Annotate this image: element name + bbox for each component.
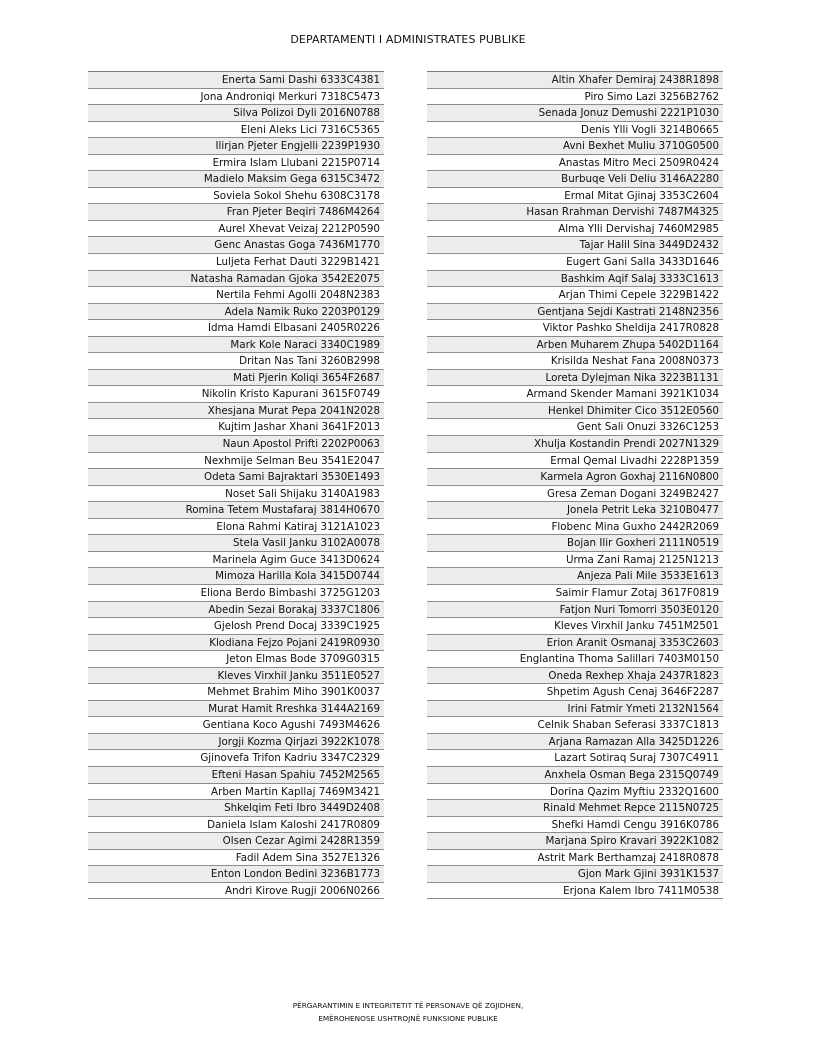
list-item: Piro Simo Lazi 3256B2762 [427,89,723,106]
list-item: Enerta Sami Dashi 6333C4381 [88,72,384,89]
list-item: Burbuqe Veli Deliu 3146A2280 [427,171,723,188]
list-item: Jorgji Kozma Qirjazi 3922K1078 [88,734,384,751]
list-item: Henkel Dhimiter Cico 3512E0560 [427,403,723,420]
list-item: Kleves Virxhil Janku 7451M2501 [427,618,723,635]
list-item: Gresa Zeman Dogani 3249B2427 [427,486,723,503]
list-item: Arjana Ramazan Alla 3425D1226 [427,734,723,751]
footer-line-1: PËRGARANTIMIN E INTEGRITETIT TË PERSONAVE QË ZGJIDHEN, [292,1001,524,1010]
list-item: Irini Fatmir Ymeti 2132N1564 [427,701,723,718]
list-item: Silva Polizoi Dyli 2016N0788 [88,105,384,122]
list-item: Tajar Halil Sina 3449D2432 [427,237,723,254]
list-item: Idma Hamdi Elbasani 2405R0226 [88,320,384,337]
list-item: Bojan Ilir Goxheri 2111N0519 [427,535,723,552]
list-item: Daniela Islam Kaloshi 2417R0809 [88,817,384,834]
list-item: Gjelosh Prend Docaj 3339C1925 [88,618,384,635]
list-item: Saimir Flamur Zotaj 3617F0819 [427,585,723,602]
list-item: Bashkim Aqif Salaj 3333C1613 [427,271,723,288]
list-item: Lazart Sotiraq Suraj 7307C4911 [427,750,723,767]
list-item: Olsen Cezar Agimi 2428R1359 [88,833,384,850]
list-item: Anastas Mitro Meci 2509R0424 [427,155,723,172]
list-item: Enton London Bedini 3236B1773 [88,866,384,883]
list-item: Fran Pjeter Beqiri 7486M4264 [88,204,384,221]
list-item: Celnik Shaban Seferasi 3337C1813 [427,717,723,734]
list-item: Armand Skender Mamani 3921K1034 [427,386,723,403]
list-item: Adela Namik Ruko 2203P0129 [88,304,384,321]
list-item: Fatjon Nuri Tomorri 3503E0120 [427,602,723,619]
list-item: Naun Apostol Prifti 2202P0063 [88,436,384,453]
list-item: Erjona Kalem Ibro 7411M0538 [427,883,723,900]
list-item: Mark Kole Naraci 3340C1989 [88,337,384,354]
list-item: Arjan Thimi Cepele 3229B1422 [427,287,723,304]
list-item: Jeton Elmas Bode 3709G0315 [88,651,384,668]
list-item: Ermal Mitat Gjinaj 3353C2604 [427,188,723,205]
list-item: Eliona Berdo Bimbashi 3725G1203 [88,585,384,602]
page-footer [0,999,816,1025]
list-item: Erion Aranit Osmanaj 3353C2603 [427,635,723,652]
list-item: Senada Jonuz Demushi 2221P1030 [427,105,723,122]
list-item: Natasha Ramadan Gjoka 3542E2075 [88,271,384,288]
list-item: Madielo Maksim Gega 6315C3472 [88,171,384,188]
list-item: Romina Tetem Mustafaraj 3814H0670 [88,502,384,519]
list-item: Jona Androniqi Merkuri 7318C5473 [88,89,384,106]
list-item: Elona Rahmi Katiraj 3121A1023 [88,519,384,536]
list-item: Mati Pjerin Koliqi 3654F2687 [88,370,384,387]
list-item: Shkelqim Feti Ibro 3449D2408 [88,800,384,817]
list-item: Flobenc Mina Guxho 2442R2069 [427,519,723,536]
list-item: Nertila Fehmi Agolli 2048N2383 [88,287,384,304]
list-item: Klodiana Fejzo Pojani 2419R0930 [88,635,384,652]
list-item: Englantina Thoma Salillari 7403M0150 [427,651,723,668]
list-item: Denis Ylli Vogli 3214B0665 [427,122,723,139]
page-title: DEPARTAMENTI I ADMINISTRATES PUBLIKE [290,33,526,46]
list-item: Shpetim Agush Cenaj 3646F2287 [427,684,723,701]
list-item: Marjana Spiro Kravari 3922K1082 [427,833,723,850]
list-item: Anxhela Osman Bega 2315Q0749 [427,767,723,784]
list-item: Fadil Adem Sina 3527E1326 [88,850,384,867]
list-item: Oneda Rexhep Xhaja 2437R1823 [427,668,723,685]
list-item: Murat Hamit Rreshka 3144A2169 [88,701,384,718]
right-name-list [427,71,723,899]
list-item: Ermira Islam Llubani 2215P0714 [88,155,384,172]
list-item: Gjinovefa Trifon Kadriu 3347C2329 [88,750,384,767]
left-name-list [88,71,384,899]
list-item: Gent Sali Onuzi 3326C1253 [427,419,723,436]
list-item: Kleves Virxhil Janku 3511E0527 [88,668,384,685]
list-item: Eleni Aleks Lici 7316C5365 [88,122,384,139]
list-item: Mimoza Harilla Kola 3415D0744 [88,568,384,585]
list-item: Eugert Gani Salla 3433D1646 [427,254,723,271]
list-item: Genc Anastas Goga 7436M1770 [88,237,384,254]
list-item: Viktor Pashko Sheldija 2417R0828 [427,320,723,337]
list-item: Alma Ylli Dervishaj 7460M2985 [427,221,723,238]
list-item: Soviela Sokol Shehu 6308C3178 [88,188,384,205]
list-item: Ilirjan Pjeter Engjelli 2239P1930 [88,138,384,155]
list-item: Rinald Mehmet Repce 2115N0725 [427,800,723,817]
list-item: Jonela Petrit Leka 3210B0477 [427,502,723,519]
list-item: Xhulja Kostandin Prendi 2027N1329 [427,436,723,453]
list-item: Ermal Qemal Livadhi 2228P1359 [427,453,723,470]
list-item: Gjon Mark Gjini 3931K1537 [427,866,723,883]
list-item: Xhesjana Murat Pepa 2041N2028 [88,403,384,420]
footer-line-2: EMËROHENOSE USHTROJNË FUNKSIONE PUBLIKE [318,1014,498,1023]
list-item: Gentiana Koco Agushi 7493M4626 [88,717,384,734]
list-item: Arben Martin Kapllaj 7469M3421 [88,784,384,801]
list-item: Gentjana Sejdi Kastrati 2148N2356 [427,304,723,321]
list-item: Noset Sali Shijaku 3140A1983 [88,486,384,503]
list-item: Anjeza Pali Mile 3533E1613 [427,568,723,585]
list-item: Kujtim Jashar Xhani 3641F2013 [88,419,384,436]
list-item: Nexhmije Selman Beu 3541E2047 [88,453,384,470]
list-item: Karmela Agron Goxhaj 2116N0800 [427,469,723,486]
list-item: Odeta Sami Bajraktari 3530E1493 [88,469,384,486]
list-item: Luljeta Ferhat Dauti 3229B1421 [88,254,384,271]
list-item: Aurel Xhevat Veizaj 2212P0590 [88,221,384,238]
list-item: Loreta Dylejman Nika 3223B1131 [427,370,723,387]
list-item: Urma Zani Ramaj 2125N1213 [427,552,723,569]
list-item: Mehmet Brahim Miho 3901K0037 [88,684,384,701]
list-item: Shefki Hamdi Cengu 3916K0786 [427,817,723,834]
list-item: Krisilda Neshat Fana 2008N0373 [427,353,723,370]
list-item: Arben Muharem Zhupa 5402D1164 [427,337,723,354]
list-item: Efteni Hasan Spahiu 7452M2565 [88,767,384,784]
list-item: Avni Bexhet Muliu 3710G0500 [427,138,723,155]
list-item: Dorina Qazim Myftiu 2332Q1600 [427,784,723,801]
list-item: Stela Vasil Janku 3102A0078 [88,535,384,552]
list-item: Astrit Mark Berthamzaj 2418R0878 [427,850,723,867]
list-item: Nikolin Kristo Kapurani 3615F0749 [88,386,384,403]
list-item: Altin Xhafer Demiraj 2438R1898 [427,72,723,89]
list-item: Dritan Nas Tani 3260B2998 [88,353,384,370]
list-item: Abedin Sezai Borakaj 3337C1806 [88,602,384,619]
list-item: Hasan Rrahman Dervishi 7487M4325 [427,204,723,221]
list-item: Marinela Agim Guce 3413D0624 [88,552,384,569]
list-item: Andri Kirove Rugji 2006N0266 [88,883,384,900]
